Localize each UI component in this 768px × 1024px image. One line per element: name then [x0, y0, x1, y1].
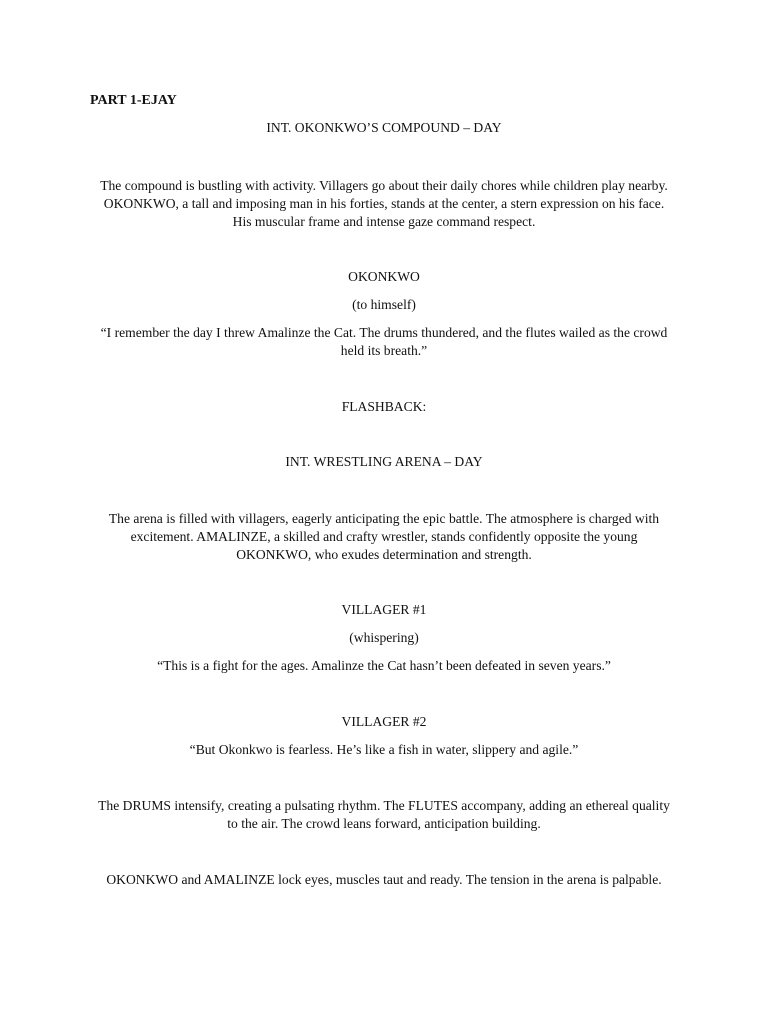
action-line: OKONKWO, who exudes determination and strength. — [236, 547, 532, 562]
action-line: His muscular frame and intense gaze command respect. — [232, 214, 536, 229]
scene-heading-compound: INT. OKONKWO’S COMPOUND – DAY — [266, 120, 502, 135]
action-line: to the air. The crowd leans forward, anticipation building. — [227, 816, 541, 831]
dialogue-line: held its breath.” — [340, 343, 428, 358]
parenthetical: (whispering) — [349, 630, 419, 645]
action-line: excitement. AMALINZE, a skilled and crafty wrestler, stands confidently opposite the young — [130, 529, 638, 544]
dialogue-line: “But Okonkwo is fearless. He’s like a fish in water, slippery and agile.” — [189, 742, 579, 757]
dialogue-line: “I remember the day I threw Amalinze the Cat. The drums thundered, and the flutes wailed as the crowd — [100, 325, 668, 340]
action-line: The DRUMS intensify, creating a pulsating rhythm. The FLUTES accompany, adding an ethereal quality — [98, 798, 670, 813]
dialogue-line: “This is a fight for the ages. Amalinze the Cat hasn’t been defeated in seven years.” — [157, 658, 611, 673]
action-line: OKONKWO and AMALINZE lock eyes, muscles taut and ready. The tension in the arena is palpable. — [106, 872, 662, 887]
action-line: OKONKWO, a tall and imposing man in his forties, stands at the center, a stern expression on his face. — [103, 196, 665, 211]
character-name-villager-1: VILLAGER #1 — [341, 602, 427, 617]
part-heading: PART 1-EJAY — [90, 93, 177, 108]
scene-heading-arena: INT. WRESTLING ARENA – DAY — [285, 454, 483, 469]
parenthetical: (to himself) — [352, 297, 416, 312]
character-name-villager-2: VILLAGER #2 — [341, 714, 427, 729]
transition-flashback: FLASHBACK: — [341, 399, 427, 414]
action-line: The arena is filled with villagers, eagerly anticipating the epic battle. The atmosphere is charged with — [108, 511, 660, 526]
character-name-okonkwo: OKONKWO — [348, 269, 420, 284]
action-line: The compound is bustling with activity. Villagers go about their daily chores while children play nearby. — [100, 178, 668, 193]
